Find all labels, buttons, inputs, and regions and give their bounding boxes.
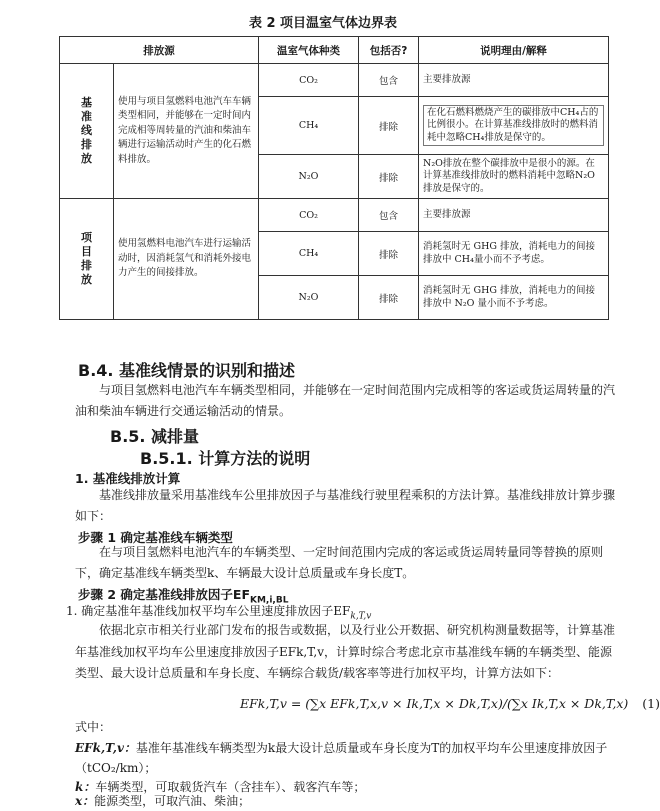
- note-cell: 消耗氢时无 GHG 排放，消耗电力的间接排放中 CH₄量小而不予考虑。: [419, 232, 609, 276]
- included-cell: 包含: [359, 199, 419, 232]
- definition-ef-text: 基准年基准线车辆类型为k最大设计总质量或车身长度为T的加权平均车公里速度排放因子（tCO₂/km）；: [75, 741, 608, 775]
- definition-x: [75, 792, 615, 810]
- group-label-project: 项目排放: [60, 199, 114, 320]
- gas-cell: CO₂: [259, 199, 359, 232]
- gas-cell: CH₄: [259, 232, 359, 276]
- included-cell: 排除: [359, 155, 419, 199]
- paragraph-step1: 在与项目氢燃料电池汽车的车辆类型、一定时间范围内完成的客运或货运周转量同等替换的原则下，确定基准线车辆类型k、车辆最大设计总质量或车身长度T。: [75, 545, 604, 580]
- symbol-x: x：: [75, 794, 95, 808]
- heading-baseline-calc: 1. 基准线排放计算: [75, 471, 181, 486]
- step2-item1: 1. 确定基准年基准线加权平均车公里速度排放因子$EF_{k,T,v}$: [66, 604, 372, 622]
- table-header-row: [60, 37, 609, 64]
- table-caption: 表 2 项目温室气体边界表: [248, 16, 398, 31]
- formula-number: (1): [642, 696, 660, 711]
- note-text: 在化石燃料燃烧产生的碳排放中CH₄占的比例很小。在计算基准线排放时的燃料消耗中忽略CH₄排放是保守的。: [423, 105, 604, 147]
- header-source: 排放源: [60, 37, 259, 64]
- group-description-baseline: 使用与项目氢燃料电池汽车车辆类型相同，并能够在一定时间内完成相等周转量的汽油和柴油车辆进行运输活动时产生的化石燃料排放。: [114, 64, 259, 199]
- gas-cell: N₂O: [259, 155, 359, 199]
- symbol-k: k：: [75, 780, 96, 794]
- note-cell: 主要排放源: [419, 64, 609, 97]
- definition-ef: [75, 738, 615, 778]
- formula-1: EFk,T,v = (∑x EFk,T,x,v × Ik,T,x × Dk,T,x)/(∑x Ik,T,x × Dk,T,x) (1): [240, 696, 660, 711]
- definition-k-text: 车辆类型，可取载货汽车（含挂车）、载客汽车等；: [95, 780, 366, 794]
- included-cell: 排除: [359, 97, 419, 155]
- heading-b5: B.5. 减排量: [110, 427, 200, 446]
- heading-step2: 步骤 2 确定基准线排放因子$EF_{KM,i,BL}$: [78, 587, 289, 606]
- gas-cell: N₂O: [259, 276, 359, 320]
- header-note: 说明理由/解释: [419, 37, 609, 64]
- paragraph-main: 依据北京市相关行业部门发布的报告或数据，以及行业公开数据、研究机构测量数据等，计算基准年基准线加权平均车公里速度排放因子EFk,T,v，计算时综合考虑北京市基准线车辆的车辆类型、能源类型、最大设计总质量和车身长度、车辆综合载货/载客率等进行加权平均，计算方法如下：: [75, 623, 616, 680]
- header-gas: 温室气体种类: [259, 37, 359, 64]
- symbol-ef: EFk,T,v：: [75, 741, 136, 755]
- included-cell: 排除: [359, 232, 419, 276]
- table-row: [60, 199, 609, 232]
- group-description-project: 使用氢燃料电池汽车进行运输活动时，因消耗氢气和消耗外接电力产生的间接排放。: [114, 199, 259, 320]
- definition-x-text: 能源类型，可取汽油、柴油；: [94, 794, 251, 808]
- included-cell: 包含: [359, 64, 419, 97]
- where-label: 式中：: [75, 720, 112, 734]
- group-label-baseline: 基准线排放: [60, 64, 114, 199]
- paragraph-baseline-calc: 基准线排放量采用基准线车公里排放因子与基准线行驶里程乘积的方法计算。基准线排放计算步骤如下：: [75, 488, 616, 523]
- heading-step1: 步骤 1 确定基准线车辆类型: [78, 530, 233, 545]
- heading-b4: B.4. 基准线情景的识别和描述: [78, 361, 296, 380]
- gas-cell: CO₂: [259, 64, 359, 97]
- gas-cell: CH₄: [259, 97, 359, 155]
- paragraph-b4: 与项目氢燃料电池汽车车辆类型相同，并能够在一定时间范围内完成相等的客运或货运周转量的汽油和柴油车辆进行交通运输活动的情景。: [75, 383, 616, 418]
- heading-b51: B.5.1. 计算方法的说明: [140, 449, 311, 468]
- note-cell: N₂O排放在整个碳排放中是很小的源。在计算基准线排放时的燃料消耗中忽略N₂O排放是保守的。: [419, 155, 609, 199]
- note-cell: [419, 97, 609, 155]
- note-cell: 主要排放源: [419, 199, 609, 232]
- ghg-boundary-table: [59, 36, 609, 320]
- included-cell: 排除: [359, 276, 419, 320]
- table-row: [60, 64, 609, 97]
- header-included: 包括否?: [359, 37, 419, 64]
- note-cell: 消耗氢时无 GHG 排放，消耗电力的间接排放中 N₂O 量小而不予考虑。: [419, 276, 609, 320]
